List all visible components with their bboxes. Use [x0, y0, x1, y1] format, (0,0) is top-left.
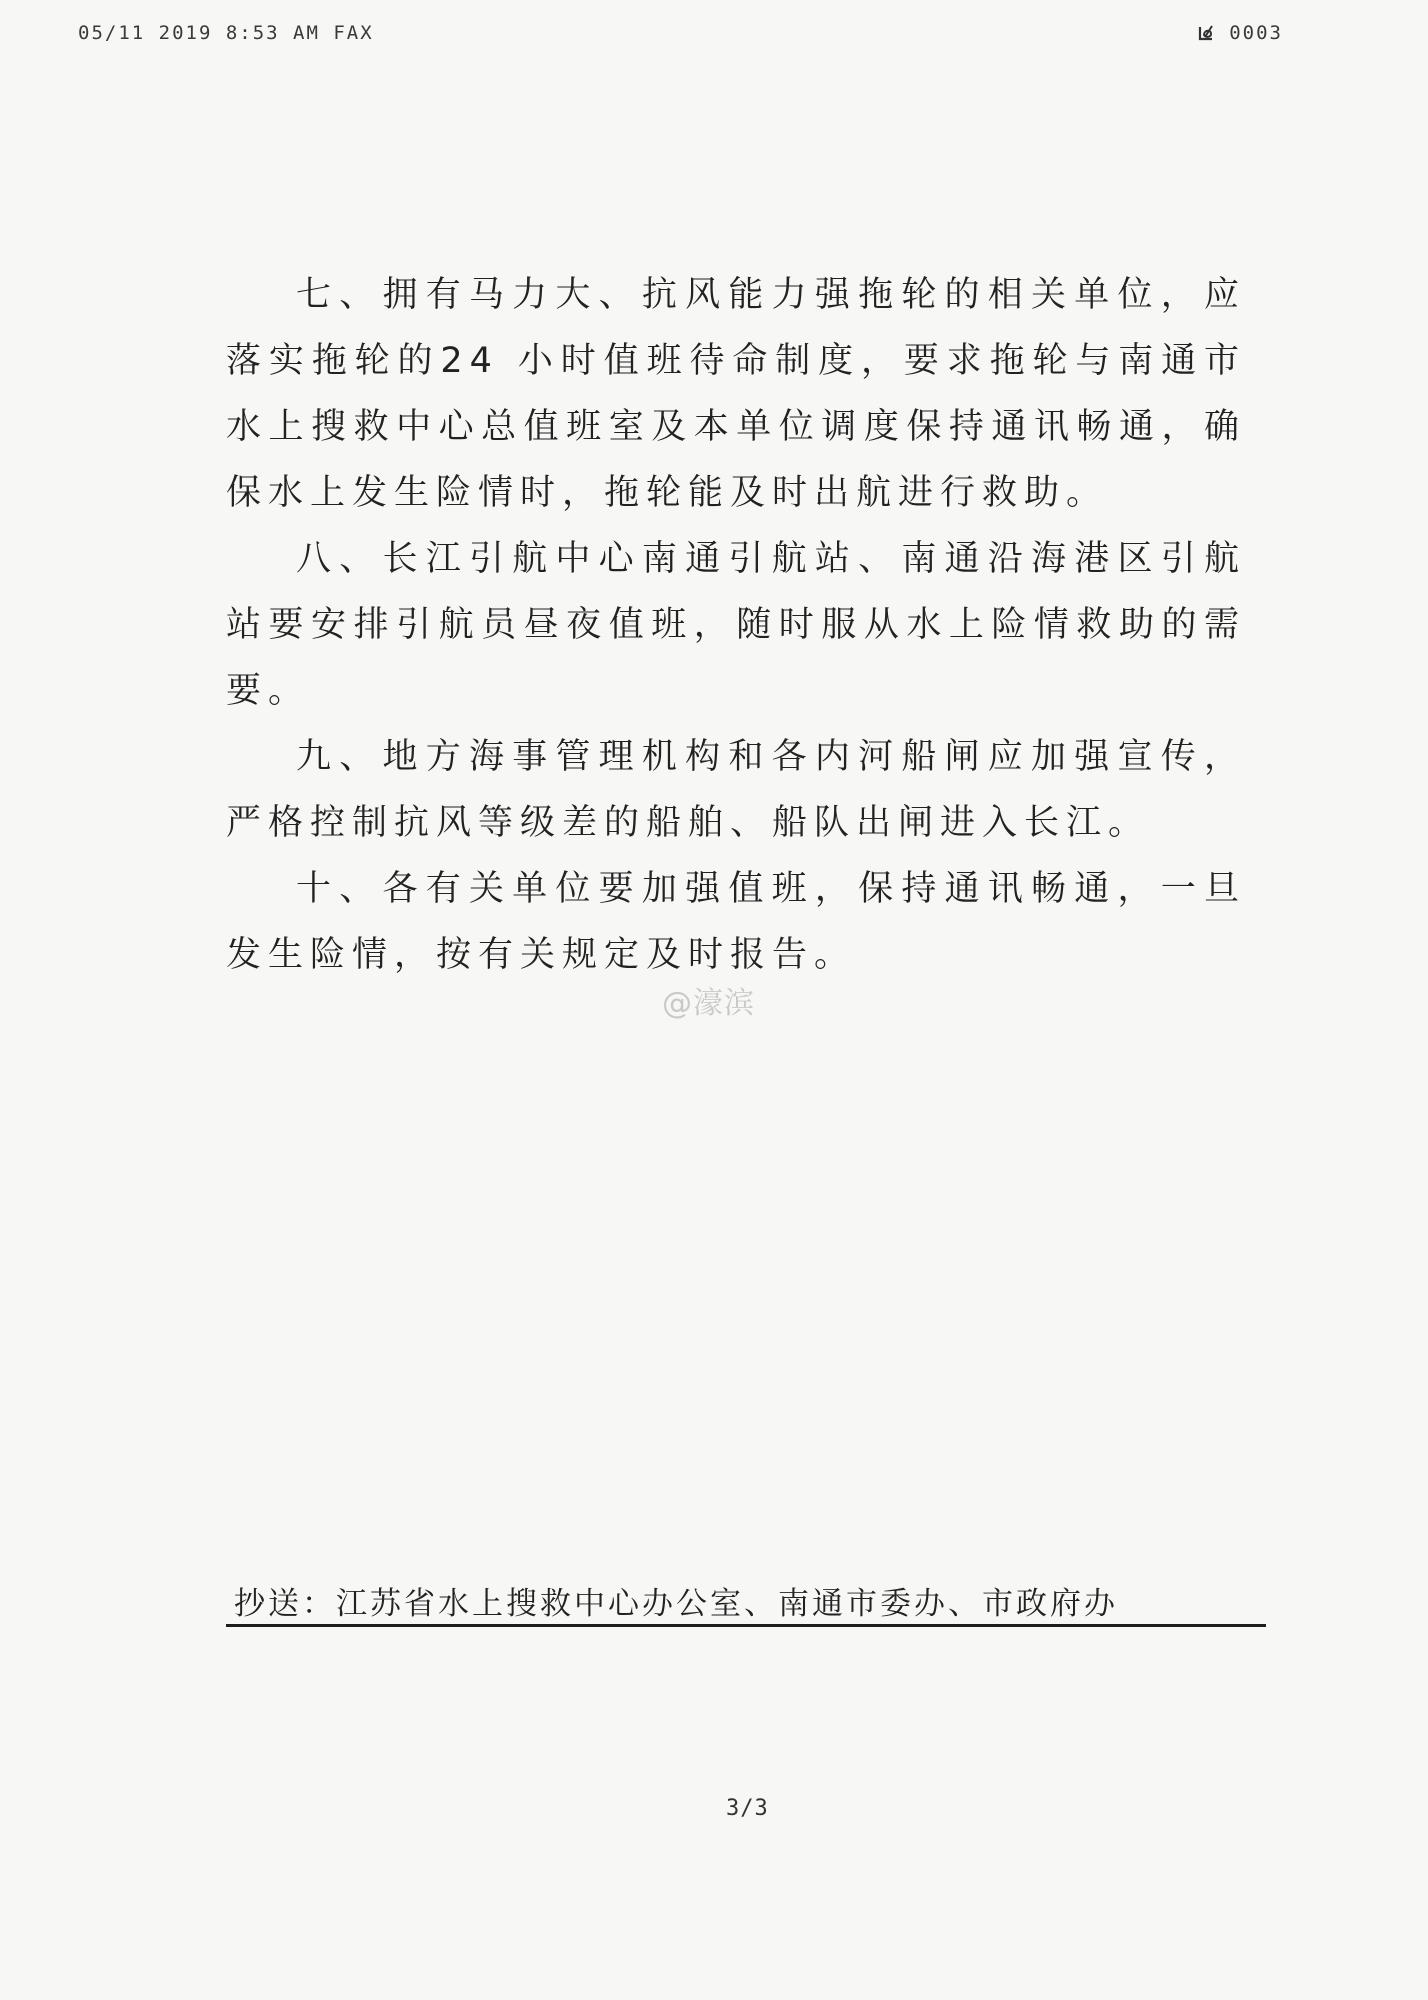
- fax-page-number: 0003: [1229, 22, 1283, 44]
- cc-underline: [226, 1624, 1266, 1627]
- fax-timestamp: 05/11 2019 8:53 AM FAX: [78, 22, 374, 44]
- paragraph-10: 十、各有关单位要加强值班，保持通讯畅通，一旦发生险情，按有关规定及时报告。: [226, 869, 1246, 975]
- page-number: 3/3: [726, 1796, 769, 1821]
- paragraph-8: 八、长江引航中心南通引航站、南通沿海港区引航站要安排引航员昼夜值班，随时服从水上险情救助的需要。: [226, 539, 1246, 711]
- watermark: @濠滨: [662, 986, 755, 1021]
- paragraph-7: 七、拥有马力大、抗风能力强拖轮的相关单位，应落实拖轮的24 小时值班待命制度，要求拖轮与南通市水上搜救中心总值班室及本单位调度保持通讯畅通，确保水上发生险情时，拖轮能及时出航进行救助。: [226, 275, 1246, 513]
- fax-header: [78, 22, 1283, 52]
- paragraph-9: 九、地方海事管理机构和各内河船闸应加强宣传，严格控制抗风等级差的船舶、船队出闸进入长江。: [226, 737, 1246, 843]
- document-body: [226, 262, 1246, 988]
- cc-recipients: 抄送：江苏省水上搜救中心办公室、南通市委办、市政府办: [234, 1586, 1118, 1622]
- fax-mark-icon: [1197, 24, 1215, 42]
- fax-page-code: [1197, 22, 1283, 44]
